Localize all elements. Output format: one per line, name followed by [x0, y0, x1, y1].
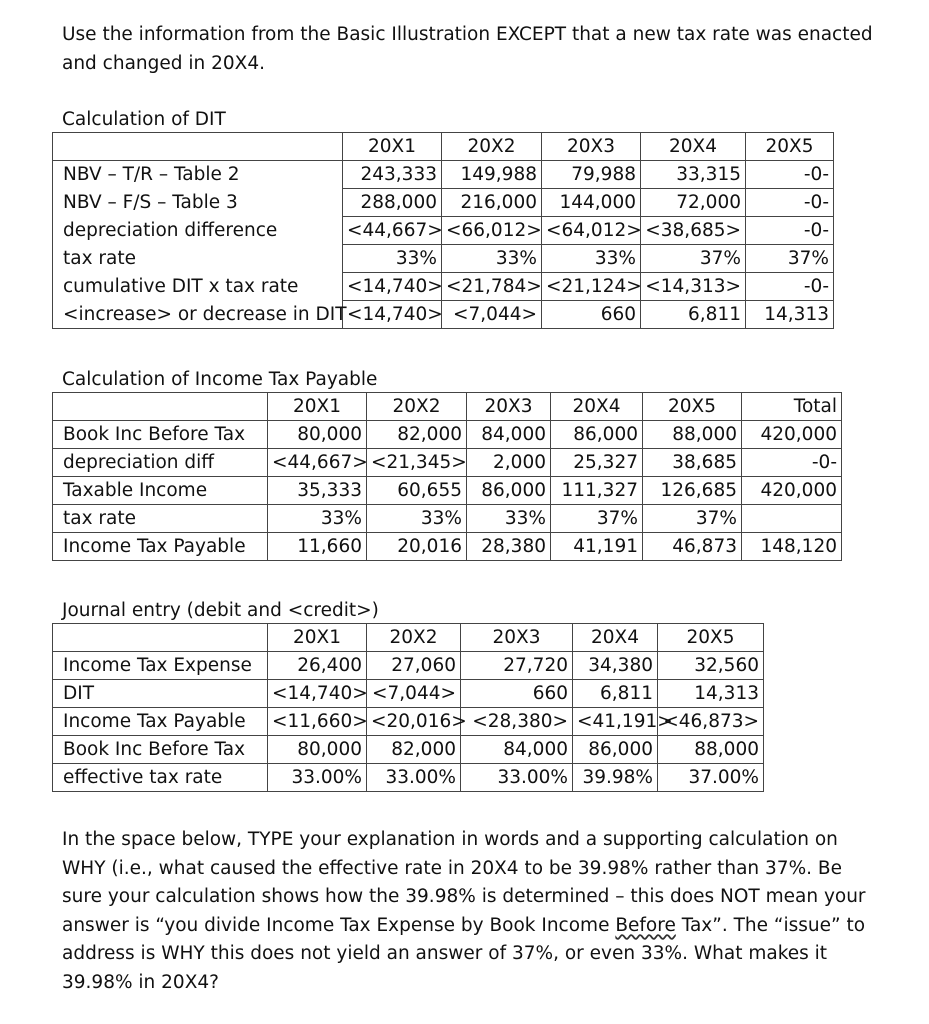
dit-header-row [53, 133, 834, 161]
table-cell: 39.98% [573, 764, 658, 792]
itp-col-header: 20X4 [551, 393, 643, 421]
table-cell: 660 [461, 680, 573, 708]
table-cell: 46,873 [643, 533, 742, 561]
itp-section-title: Calculation of Income Tax Payable [62, 369, 378, 390]
table-cell: 33% [367, 505, 467, 533]
row-label: Taxable Income [53, 477, 268, 505]
table-cell: 41,191 [551, 533, 643, 561]
row-label: tax rate [53, 245, 343, 273]
table-cell: <44,667> [343, 217, 442, 245]
je-header-blank [53, 624, 268, 652]
table-cell: <21,784> [442, 273, 542, 301]
table-cell: 33% [442, 245, 542, 273]
dit-section-title: Calculation of DIT [62, 109, 226, 130]
table-cell: 33,315 [641, 161, 746, 189]
table-cell: 37% [643, 505, 742, 533]
table-cell: -0- [742, 449, 842, 477]
table-cell: 27,060 [367, 652, 461, 680]
dit-header-blank [53, 133, 343, 161]
row-label: depreciation diff [53, 449, 268, 477]
table-cell: 243,333 [343, 161, 442, 189]
table-cell: <7,044> [442, 301, 542, 329]
table-cell: 25,327 [551, 449, 643, 477]
je-col-header: 20X5 [658, 624, 764, 652]
table-cell: 27,720 [461, 652, 573, 680]
table-cell: 420,000 [742, 421, 842, 449]
itp-header-blank [53, 393, 268, 421]
dit-row [53, 301, 834, 329]
table-cell: <46,873> [658, 708, 764, 736]
row-label: Income Tax Payable [53, 533, 268, 561]
itp-col-header: 20X5 [643, 393, 742, 421]
dit-table [52, 132, 834, 329]
row-label: DIT [53, 680, 268, 708]
je-row [53, 708, 764, 736]
table-cell: 35,333 [268, 477, 367, 505]
table-cell: 33% [542, 245, 641, 273]
je-row [53, 680, 764, 708]
itp-row [53, 477, 842, 505]
instructions-paragraph [62, 826, 882, 997]
itp-col-header: 20X3 [467, 393, 551, 421]
table-cell: 34,380 [573, 652, 658, 680]
table-cell: 144,000 [542, 189, 641, 217]
row-label: NBV – F/S – Table 3 [53, 189, 343, 217]
dit-year-header: 20X1 [343, 133, 442, 161]
table-cell: <20,016> [367, 708, 461, 736]
table-cell: 14,313 [658, 680, 764, 708]
itp-col-header: 20X2 [367, 393, 467, 421]
intro-paragraph: Use the information from the Basic Illustration EXCEPT that a new tax rate was enacted and changed in 20X4. [62, 24, 873, 74]
table-cell: 126,685 [643, 477, 742, 505]
table-cell: -0- [746, 161, 834, 189]
table-cell: 33% [343, 245, 442, 273]
dit-row [53, 273, 834, 301]
table-cell: 37% [551, 505, 643, 533]
itp-row [53, 505, 842, 533]
table-cell: 33.00% [461, 764, 573, 792]
table-cell: 33.00% [268, 764, 367, 792]
table-cell: <14,313> [641, 273, 746, 301]
table-cell: 420,000 [742, 477, 842, 505]
dit-year-header: 20X4 [641, 133, 746, 161]
table-cell: 80,000 [268, 736, 367, 764]
instructions-text-part2: Tax”. The “issue” to address is WHY this does not yield an answer of 37%, or even 33%. What makes it 39.98% in 20X4? [62, 914, 866, 993]
je-col-header: 20X2 [367, 624, 461, 652]
itp-row [53, 533, 842, 561]
table-cell: 6,811 [573, 680, 658, 708]
je-col-header: 20X3 [461, 624, 573, 652]
row-label: Income Tax Expense [53, 652, 268, 680]
table-cell: 84,000 [467, 421, 551, 449]
table-cell: 79,988 [542, 161, 641, 189]
table-cell: 60,655 [367, 477, 467, 505]
itp-row [53, 421, 842, 449]
je-col-header: 20X4 [573, 624, 658, 652]
table-cell [742, 505, 842, 533]
table-cell: -0- [746, 189, 834, 217]
table-cell: 148,120 [742, 533, 842, 561]
row-label: depreciation difference [53, 217, 343, 245]
table-cell: 38,685 [643, 449, 742, 477]
table-cell: 86,000 [467, 477, 551, 505]
table-cell: <14,740> [343, 273, 442, 301]
table-cell: <44,667> [268, 449, 367, 477]
table-cell: <21,124> [542, 273, 641, 301]
row-label: tax rate [53, 505, 268, 533]
row-label: <increase> or decrease in DIT [53, 301, 343, 329]
table-cell: 2,000 [467, 449, 551, 477]
dit-row [53, 245, 834, 273]
dit-row [53, 189, 834, 217]
table-cell: <28,380> [461, 708, 573, 736]
je-row [53, 736, 764, 764]
row-label: Book Inc Before Tax [53, 421, 268, 449]
dit-year-header: 20X3 [542, 133, 641, 161]
table-cell: 26,400 [268, 652, 367, 680]
table-cell: 86,000 [551, 421, 643, 449]
table-cell: 84,000 [461, 736, 573, 764]
itp-col-header: 20X1 [268, 393, 367, 421]
table-cell: <38,685> [641, 217, 746, 245]
table-cell: 88,000 [643, 421, 742, 449]
table-cell: <41,191> [573, 708, 658, 736]
table-cell: <14,740> [343, 301, 442, 329]
je-col-header: 20X1 [268, 624, 367, 652]
itp-table [52, 392, 842, 561]
dit-year-header: 20X5 [746, 133, 834, 161]
table-cell: <64,012> [542, 217, 641, 245]
dit-year-header: 20X2 [442, 133, 542, 161]
dit-row [53, 217, 834, 245]
table-cell: 33% [467, 505, 551, 533]
table-cell: <21,345> [367, 449, 467, 477]
table-cell: <11,660> [268, 708, 367, 736]
table-cell: <14,740> [268, 680, 367, 708]
table-cell: 20,016 [367, 533, 467, 561]
itp-row [53, 449, 842, 477]
table-cell: <7,044> [367, 680, 461, 708]
table-cell: -0- [746, 273, 834, 301]
table-cell: 32,560 [658, 652, 764, 680]
table-cell: 37.00% [658, 764, 764, 792]
table-cell: 72,000 [641, 189, 746, 217]
table-cell: 82,000 [367, 421, 467, 449]
table-cell: 149,988 [442, 161, 542, 189]
table-cell: 33.00% [367, 764, 461, 792]
table-cell: 37% [746, 245, 834, 273]
row-label: Book Inc Before Tax [53, 736, 268, 764]
itp-header-row [53, 393, 842, 421]
table-cell: 88,000 [658, 736, 764, 764]
spellcheck-flagged-word: Before [615, 914, 676, 936]
table-cell: 14,313 [746, 301, 834, 329]
table-cell: 660 [542, 301, 641, 329]
je-header-row [53, 624, 764, 652]
table-cell: 82,000 [367, 736, 461, 764]
table-cell: 33% [268, 505, 367, 533]
table-cell: 86,000 [573, 736, 658, 764]
table-cell: 216,000 [442, 189, 542, 217]
table-cell: 80,000 [268, 421, 367, 449]
table-cell: 288,000 [343, 189, 442, 217]
je-row [53, 652, 764, 680]
row-label: NBV – T/R – Table 2 [53, 161, 343, 189]
table-cell: <66,012> [442, 217, 542, 245]
table-cell: 11,660 [268, 533, 367, 561]
table-cell: 111,327 [551, 477, 643, 505]
dit-row [53, 161, 834, 189]
table-cell: 6,811 [641, 301, 746, 329]
instructions-text-part1: In the space below, TYPE your explanation in words and a supporting calculation on WHY (i.e., what caused the effective rate in 20X4 to be 39.98% rather than 37%. Be sure your calculation shows how the 39.98% is determined – this does NOT mean your answer is “you divide Income Tax Expense by Book Income [62, 829, 866, 936]
row-label: Income Tax Payable [53, 708, 268, 736]
je-row [53, 764, 764, 792]
row-label: cumulative DIT x tax rate [53, 273, 343, 301]
table-cell: 37% [641, 245, 746, 273]
itp-col-header: Total [742, 393, 842, 421]
table-cell: -0- [746, 217, 834, 245]
je-table [52, 623, 764, 792]
table-cell: 28,380 [467, 533, 551, 561]
je-section-title: Journal entry (debit and <credit>) [62, 600, 379, 621]
row-label: effective tax rate [53, 764, 268, 792]
